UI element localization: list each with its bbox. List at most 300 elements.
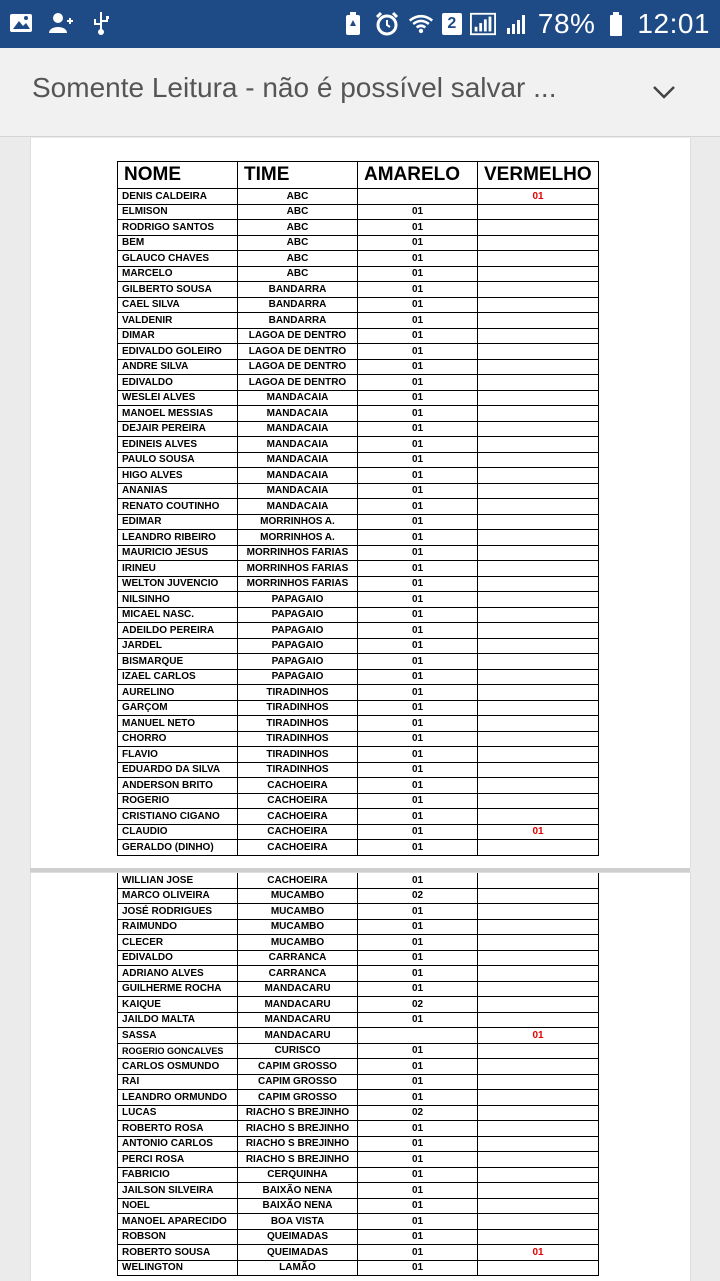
cell-amarelo: 01 <box>358 576 478 592</box>
cell-vermelho <box>478 669 599 685</box>
cell-nome: EDIVALDO <box>118 375 238 391</box>
header-vermelho: VERMELHO <box>478 162 599 189</box>
table-row <box>118 530 599 546</box>
cell-vermelho <box>478 1043 599 1059</box>
wifi-icon <box>408 11 434 37</box>
cell-vermelho <box>478 873 599 889</box>
table-row <box>118 1012 599 1028</box>
chevron-down-icon[interactable] <box>650 78 678 106</box>
status-bar <box>0 0 720 48</box>
cell-amarelo: 01 <box>358 592 478 608</box>
table-row <box>118 313 599 329</box>
cell-vermelho <box>478 793 599 809</box>
cell-nome: WESLEI ALVES <box>118 390 238 406</box>
cell-nome: ANTONIO CARLOS <box>118 1136 238 1152</box>
cell-time: MANDACAIA <box>238 421 358 437</box>
cell-time: RIACHO S BREJINHO <box>238 1105 358 1121</box>
cell-vermelho <box>478 390 599 406</box>
cell-vermelho <box>478 888 599 904</box>
cell-vermelho <box>478 1012 599 1028</box>
cell-time: CARRANCA <box>238 966 358 982</box>
cell-nome: LEANDRO RIBEIRO <box>118 530 238 546</box>
cell-amarelo: 01 <box>358 1260 478 1276</box>
table-row <box>118 824 599 840</box>
cell-amarelo: 01 <box>358 344 478 360</box>
cell-time: BAIXÃO NENA <box>238 1198 358 1214</box>
cell-time: PAPAGAIO <box>238 607 358 623</box>
cell-time: MANDACAIA <box>238 483 358 499</box>
cell-amarelo: 01 <box>358 1229 478 1245</box>
table-row <box>118 607 599 623</box>
table-row <box>118 545 599 561</box>
cell-time: MANDACAIA <box>238 499 358 515</box>
cell-amarelo: 01 <box>358 1183 478 1199</box>
cell-vermelho <box>478 204 599 220</box>
cell-amarelo: 01 <box>358 1167 478 1183</box>
cell-amarelo <box>358 189 478 205</box>
cell-amarelo: 01 <box>358 1059 478 1075</box>
table-row <box>118 220 599 236</box>
table-row <box>118 189 599 205</box>
table-row <box>118 840 599 856</box>
cell-time: BAIXÃO NENA <box>238 1183 358 1199</box>
cell-vermelho <box>478 1198 599 1214</box>
cell-nome: RENATO COUTINHO <box>118 499 238 515</box>
table-row <box>118 654 599 670</box>
cell-vermelho <box>478 499 599 515</box>
cell-vermelho <box>478 1121 599 1137</box>
cell-time: RIACHO S BREJINHO <box>238 1152 358 1168</box>
table-row <box>118 919 599 935</box>
cell-time: MUCAMBO <box>238 935 358 951</box>
cell-nome: ELMISON <box>118 204 238 220</box>
cell-amarelo: 01 <box>358 1198 478 1214</box>
cell-nome: EDUARDO DA SILVA <box>118 762 238 778</box>
cell-time: BANDARRA <box>238 297 358 313</box>
table-row <box>118 251 599 267</box>
app-bar <box>0 48 720 137</box>
table-row <box>118 406 599 422</box>
cell-vermelho: 01 <box>478 189 599 205</box>
cell-time: TIRADINHOS <box>238 731 358 747</box>
cell-nome: DEJAIR PEREIRA <box>118 421 238 437</box>
cell-nome: SASSA <box>118 1028 238 1044</box>
cell-nome: GUILHERME ROCHA <box>118 981 238 997</box>
cell-nome: IZAEL CARLOS <box>118 669 238 685</box>
cell-time: QUEIMADAS <box>238 1245 358 1261</box>
cell-nome: RODRIGO SANTOS <box>118 220 238 236</box>
cell-nome: PAULO SOUSA <box>118 452 238 468</box>
clock: 12:01 <box>637 8 710 39</box>
cell-vermelho <box>478 359 599 375</box>
cell-amarelo: 01 <box>358 251 478 267</box>
cell-time: RIACHO S BREJINHO <box>238 1136 358 1152</box>
cell-amarelo: 01 <box>358 483 478 499</box>
cell-nome: NOEL <box>118 1198 238 1214</box>
cell-vermelho <box>478 747 599 763</box>
cell-vermelho <box>478 840 599 856</box>
cell-vermelho <box>478 576 599 592</box>
table-row <box>118 700 599 716</box>
cell-vermelho: 01 <box>478 1245 599 1261</box>
cell-vermelho <box>478 1260 599 1276</box>
document-page-2[interactable] <box>30 872 691 1281</box>
cell-vermelho <box>478 762 599 778</box>
cell-nome: CRISTIANO CIGANO <box>118 809 238 825</box>
cell-vermelho <box>478 623 599 639</box>
cell-vermelho <box>478 235 599 251</box>
cell-nome: MAURICIO JESUS <box>118 545 238 561</box>
cell-vermelho <box>478 700 599 716</box>
cell-vermelho <box>478 1105 599 1121</box>
table-row <box>118 1043 599 1059</box>
cell-nome: JAILSON SILVEIRA <box>118 1183 238 1199</box>
cell-time: PAPAGAIO <box>238 669 358 685</box>
cell-time: CAPIM GROSSO <box>238 1074 358 1090</box>
cell-nome: WELINGTON <box>118 1260 238 1276</box>
cell-vermelho <box>478 904 599 920</box>
cell-amarelo: 01 <box>358 437 478 453</box>
table-row <box>118 1245 599 1261</box>
cell-vermelho <box>478 514 599 530</box>
cell-vermelho <box>478 1183 599 1199</box>
table-row <box>118 421 599 437</box>
table-row <box>118 592 599 608</box>
cell-vermelho <box>478 809 599 825</box>
cell-nome: ROBSON <box>118 1229 238 1245</box>
cell-vermelho <box>478 530 599 546</box>
cell-amarelo: 01 <box>358 950 478 966</box>
cell-nome: EDIMAR <box>118 514 238 530</box>
cell-time: MORRINHOS A. <box>238 530 358 546</box>
cell-amarelo: 02 <box>358 1105 478 1121</box>
cell-time: CURISCO <box>238 1043 358 1059</box>
cell-vermelho <box>478 1152 599 1168</box>
cell-nome: LEANDRO ORMUNDO <box>118 1090 238 1106</box>
cell-time: MANDACARU <box>238 997 358 1013</box>
table-row <box>118 1090 599 1106</box>
cell-time: LAGOA DE DENTRO <box>238 359 358 375</box>
table-row <box>118 1214 599 1230</box>
add-person-icon <box>48 10 74 36</box>
cell-amarelo: 01 <box>358 530 478 546</box>
cell-time: MUCAMBO <box>238 904 358 920</box>
table-row <box>118 981 599 997</box>
cell-amarelo: 01 <box>358 919 478 935</box>
cell-vermelho <box>478 344 599 360</box>
cell-nome: MANOEL MESSIAS <box>118 406 238 422</box>
cell-amarelo: 01 <box>358 220 478 236</box>
cell-time: MANDACAIA <box>238 468 358 484</box>
table-row <box>118 888 599 904</box>
cell-nome: JOSÉ RODRIGUES <box>118 904 238 920</box>
cell-nome: KAIQUE <box>118 997 238 1013</box>
cell-nome: GLAUCO CHAVES <box>118 251 238 267</box>
cell-vermelho <box>478 716 599 732</box>
table-row <box>118 716 599 732</box>
cell-amarelo: 01 <box>358 981 478 997</box>
cell-amarelo: 01 <box>358 685 478 701</box>
cell-nome: GERALDO (DINHO) <box>118 840 238 856</box>
cell-time: ABC <box>238 220 358 236</box>
cell-amarelo: 01 <box>358 359 478 375</box>
cell-vermelho <box>478 1074 599 1090</box>
cell-time: ABC <box>238 251 358 267</box>
cell-amarelo: 01 <box>358 873 478 889</box>
cell-time: MANDACARU <box>238 1012 358 1028</box>
cell-vermelho <box>478 778 599 794</box>
cell-vermelho <box>478 997 599 1013</box>
cell-vermelho: 01 <box>478 1028 599 1044</box>
cell-vermelho <box>478 1136 599 1152</box>
cell-time: LAGOA DE DENTRO <box>238 375 358 391</box>
cell-time: LAMÃO <box>238 1260 358 1276</box>
table-row <box>118 499 599 515</box>
cell-vermelho <box>478 406 599 422</box>
cell-vermelho <box>478 919 599 935</box>
cell-vermelho <box>478 297 599 313</box>
cell-amarelo: 01 <box>358 731 478 747</box>
cell-time: RIACHO S BREJINHO <box>238 1121 358 1137</box>
usb-icon <box>88 10 114 36</box>
cell-amarelo: 01 <box>358 762 478 778</box>
cell-time: CARRANCA <box>238 950 358 966</box>
cell-time: MORRINHOS FARIAS <box>238 545 358 561</box>
cell-vermelho <box>478 685 599 701</box>
cell-time: ABC <box>238 235 358 251</box>
table-row <box>118 747 599 763</box>
table-row <box>118 468 599 484</box>
cell-time: CACHOEIRA <box>238 793 358 809</box>
cell-nome: CAEL SILVA <box>118 297 238 313</box>
cell-time: MORRINHOS FARIAS <box>238 576 358 592</box>
cell-time: LAGOA DE DENTRO <box>238 328 358 344</box>
cell-nome: GARÇOM <box>118 700 238 716</box>
cell-time: MANDACAIA <box>238 406 358 422</box>
table-row <box>118 793 599 809</box>
cell-amarelo: 01 <box>358 499 478 515</box>
cell-nome: EDIVALDO <box>118 950 238 966</box>
cell-amarelo: 01 <box>358 716 478 732</box>
cell-time: CAPIM GROSSO <box>238 1090 358 1106</box>
cards-table-continued <box>117 872 599 1276</box>
cell-vermelho <box>478 981 599 997</box>
cell-nome: FLAVIO <box>118 747 238 763</box>
cell-amarelo: 01 <box>358 1074 478 1090</box>
cell-amarelo: 01 <box>358 204 478 220</box>
table-row <box>118 375 599 391</box>
cell-nome: ANANIAS <box>118 483 238 499</box>
table-row <box>118 390 599 406</box>
cell-nome: MANOEL APARECIDO <box>118 1214 238 1230</box>
cell-nome: PERCI ROSA <box>118 1152 238 1168</box>
table-row <box>118 1121 599 1137</box>
table-row <box>118 809 599 825</box>
cell-vermelho <box>478 375 599 391</box>
cell-amarelo: 01 <box>358 840 478 856</box>
cell-time: MUCAMBO <box>238 888 358 904</box>
cell-nome: EDIVALDO GOLEIRO <box>118 344 238 360</box>
cell-amarelo: 01 <box>358 452 478 468</box>
cell-time: CACHOEIRA <box>238 778 358 794</box>
table-row <box>118 1059 599 1075</box>
cell-nome: CLAUDIO <box>118 824 238 840</box>
table-row <box>118 1152 599 1168</box>
cell-vermelho <box>478 592 599 608</box>
cell-time: MANDACARU <box>238 1028 358 1044</box>
cards-table <box>117 161 599 856</box>
cell-nome: ROBERTO SOUSA <box>118 1245 238 1261</box>
cell-vermelho <box>478 545 599 561</box>
cell-amarelo: 01 <box>358 935 478 951</box>
cell-nome: BEM <box>118 235 238 251</box>
cell-time: CAPIM GROSSO <box>238 1059 358 1075</box>
cell-amarelo: 01 <box>358 904 478 920</box>
cell-nome: ROGERIO <box>118 793 238 809</box>
cell-nome: LUCAS <box>118 1105 238 1121</box>
cell-time: TIRADINHOS <box>238 700 358 716</box>
cell-vermelho <box>478 935 599 951</box>
cell-vermelho <box>478 313 599 329</box>
table-row <box>118 966 599 982</box>
cell-vermelho <box>478 561 599 577</box>
table-row <box>118 1183 599 1199</box>
cell-time: PAPAGAIO <box>238 623 358 639</box>
cell-vermelho: 01 <box>478 824 599 840</box>
cell-time: MANDACAIA <box>238 437 358 453</box>
cell-vermelho <box>478 266 599 282</box>
cell-amarelo: 01 <box>358 809 478 825</box>
cell-amarelo: 02 <box>358 997 478 1013</box>
cell-amarelo: 01 <box>358 235 478 251</box>
cell-nome: EDINEIS ALVES <box>118 437 238 453</box>
cell-amarelo: 01 <box>358 545 478 561</box>
cell-time: ABC <box>238 204 358 220</box>
cell-time: CACHOEIRA <box>238 809 358 825</box>
cell-nome: VALDENIR <box>118 313 238 329</box>
cell-time: MANDACAIA <box>238 390 358 406</box>
cell-time: PAPAGAIO <box>238 654 358 670</box>
cell-vermelho <box>478 328 599 344</box>
table-row <box>118 282 599 298</box>
table-row <box>118 778 599 794</box>
table-row <box>118 1028 599 1044</box>
cell-time: PAPAGAIO <box>238 638 358 654</box>
cell-nome: FABRICIO <box>118 1167 238 1183</box>
battery-percent: 78% <box>537 8 596 39</box>
cell-vermelho <box>478 638 599 654</box>
table-row <box>118 1074 599 1090</box>
cell-amarelo: 01 <box>358 390 478 406</box>
table-row <box>118 638 599 654</box>
table-row <box>118 623 599 639</box>
table-row <box>118 873 599 889</box>
cell-nome: GILBERTO SOUSA <box>118 282 238 298</box>
cell-nome: MARCELO <box>118 266 238 282</box>
battery-saver-icon <box>340 11 366 37</box>
cell-nome: RAI <box>118 1074 238 1090</box>
cell-amarelo: 01 <box>358 747 478 763</box>
cell-amarelo: 01 <box>358 406 478 422</box>
table-row <box>118 514 599 530</box>
cell-amarelo: 01 <box>358 421 478 437</box>
cell-vermelho <box>478 1167 599 1183</box>
cell-amarelo: 01 <box>358 700 478 716</box>
cell-time: ABC <box>238 189 358 205</box>
signal-icon <box>470 11 496 37</box>
cell-time: TIRADINHOS <box>238 762 358 778</box>
cell-vermelho <box>478 468 599 484</box>
table-row <box>118 669 599 685</box>
cell-vermelho <box>478 220 599 236</box>
table-row <box>118 950 599 966</box>
cell-time: CERQUINHA <box>238 1167 358 1183</box>
cell-nome: MANUEL NETO <box>118 716 238 732</box>
cell-amarelo: 01 <box>358 1245 478 1261</box>
cell-amarelo: 01 <box>358 514 478 530</box>
cell-nome: DENIS CALDEIRA <box>118 189 238 205</box>
cell-time: BANDARRA <box>238 282 358 298</box>
battery-icon <box>603 11 629 37</box>
cell-amarelo: 01 <box>358 793 478 809</box>
cell-vermelho <box>478 437 599 453</box>
cell-time: PAPAGAIO <box>238 592 358 608</box>
cell-vermelho <box>478 421 599 437</box>
read-only-banner[interactable]: Somente Leitura - não é possível salvar ... <box>32 72 557 103</box>
header-amarelo: AMARELO <box>358 162 478 189</box>
table-row <box>118 1136 599 1152</box>
table-header-row <box>118 162 599 189</box>
cell-nome: ROGERIO GONCALVES <box>118 1043 238 1059</box>
cell-nome: WELTON JUVENCIO <box>118 576 238 592</box>
cell-amarelo: 01 <box>358 1136 478 1152</box>
cell-vermelho <box>478 731 599 747</box>
cell-time: TIRADINHOS <box>238 716 358 732</box>
image-icon <box>8 10 34 36</box>
header-time: TIME <box>238 162 358 189</box>
cell-time: BANDARRA <box>238 313 358 329</box>
cell-amarelo: 01 <box>358 375 478 391</box>
table-row <box>118 359 599 375</box>
table-row <box>118 328 599 344</box>
cell-vermelho <box>478 1229 599 1245</box>
cell-vermelho <box>478 1090 599 1106</box>
cell-nome: NILSINHO <box>118 592 238 608</box>
cell-amarelo: 01 <box>358 297 478 313</box>
cell-vermelho <box>478 1214 599 1230</box>
document-page-1[interactable] <box>30 138 691 869</box>
table-row <box>118 997 599 1013</box>
cell-nome: ROBERTO ROSA <box>118 1121 238 1137</box>
cell-amarelo: 01 <box>358 266 478 282</box>
table-row <box>118 1105 599 1121</box>
cell-time: TIRADINHOS <box>238 685 358 701</box>
signal-icon <box>504 11 530 37</box>
table-row <box>118 935 599 951</box>
sim-badge: 2 <box>442 13 462 35</box>
cell-amarelo: 01 <box>358 313 478 329</box>
cell-amarelo: 01 <box>358 607 478 623</box>
table-row <box>118 344 599 360</box>
cell-nome: JAILDO MALTA <box>118 1012 238 1028</box>
cell-nome: HIGO ALVES <box>118 468 238 484</box>
table-row <box>118 762 599 778</box>
table-row <box>118 576 599 592</box>
table-row <box>118 437 599 453</box>
cell-amarelo: 01 <box>358 1090 478 1106</box>
cell-nome: WILLIAN JOSE <box>118 873 238 889</box>
alarm-icon <box>374 11 400 37</box>
